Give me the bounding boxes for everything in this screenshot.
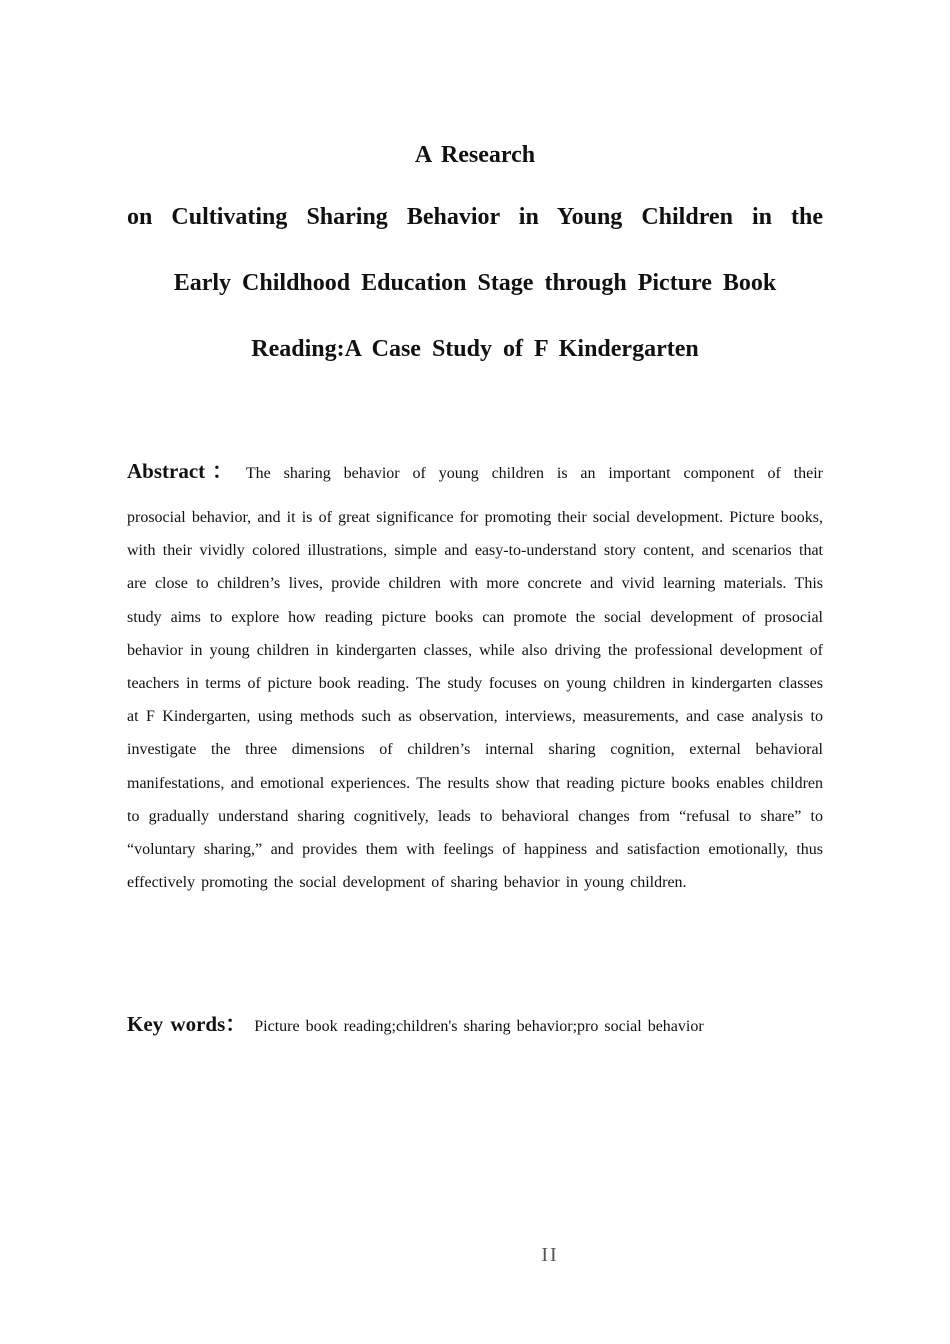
abstract-first-line bbox=[127, 455, 823, 490]
page-number: II bbox=[541, 1244, 559, 1266]
abstract-label: Abstract： bbox=[127, 459, 240, 483]
abstract-body: prosocial behavior, and it is of great significance for promoting their social development. Picture books, with their vividly colored illustrations, simple and easy-to-understand story content, and scenarios that are close to children’s lives, provide children with more concrete and vivid learning materials. This study aims to explore how reading picture books can promote the social development of prosocial behavior in young children in kindergarten classes, while also driving the professional development of teachers in terms of picture book reading. The study focuses on young children in kindergarten classes at F Kindergarten, using methods such as observation, interviews, measurements, and case analysis to investigate the three dimensions of children’s internal sharing cognition, external behavioral manifestations, and emotional experiences. The results show that reading picture books enables children to gradually understand sharing cognitively, leads to behavioral changes from “refusal to share” to “voluntary sharing,” and provides them with feelings of happiness and satisfaction emotionally, thus effectively promoting the social development of sharing behavior in young children. bbox=[127, 509, 823, 892]
title-line-4: Reading:A Case Study of F Kindergarten bbox=[251, 336, 699, 362]
keywords-label: Key words： bbox=[127, 1012, 247, 1036]
title-line-3: Early Childhood Education Stage through Picture Book bbox=[173, 270, 777, 296]
paper-title bbox=[127, 133, 823, 371]
keywords-section bbox=[127, 1008, 823, 1043]
title-line-1: A Research bbox=[414, 142, 536, 168]
abstract-section bbox=[127, 455, 823, 899]
title-line-2: on Cultivating Sharing Behavior in Young Children in the bbox=[127, 204, 823, 230]
keywords-text: Picture book reading;children's sharing behavior;pro social behavior bbox=[254, 1018, 704, 1035]
abstract-opening-text: The sharing behavior of young children is an important component of their bbox=[245, 465, 823, 482]
